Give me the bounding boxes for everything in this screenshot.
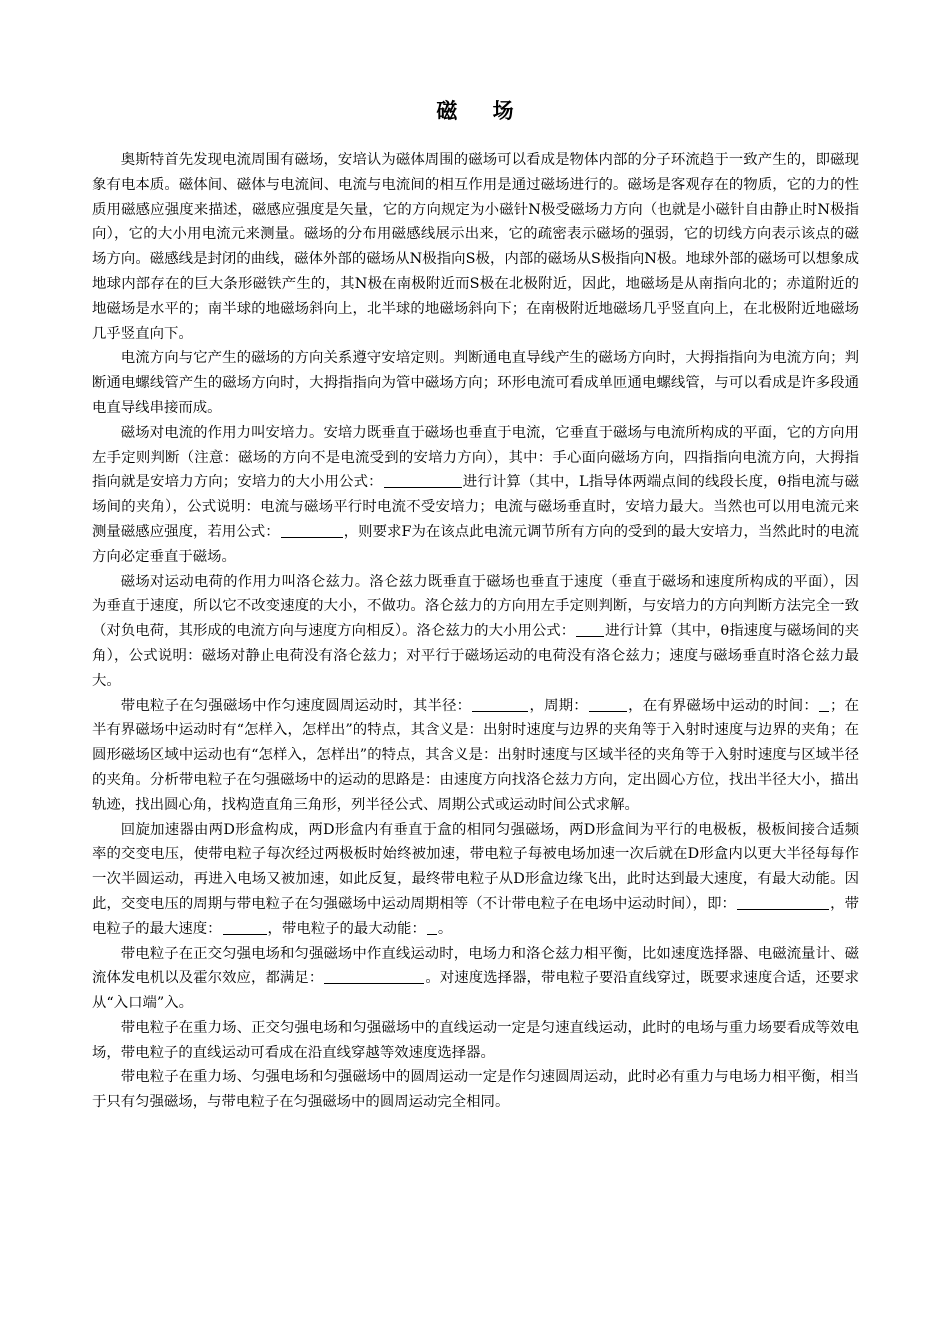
paragraph-text: 奥斯特首先发现电流周围有磁场，安培认为磁体周围的磁场可以看成是物体内部的分子环流趋于一致产生的，即磁现象有电本质。磁体间、磁体与电流间、电流与电流间的相互作用是通过磁场进行的。磁场是客观存在的物质，它的力的性质用磁感应强度来描述，磁感应强度是矢量，它的方向规定为小磁针N极受磁场力方向（也就是小磁针自由静止时N极指向），它的大小用电流元来测量。磁场的分布用磁感线展示出来，它的疏密表示磁场的强弱，它的切线方向表示该点的磁场方向。磁感线是封闭的曲线，磁体外部的磁场从N极指向S极，内部的磁场从S极指向N极。地球外部的磁场可以想象成地球内部存在的巨大条形磁铁产生的，其N极在南极附近而S极在北极附近，因此，地磁场是从南指向北的；赤道附近的地磁场是水平的；南半球的地磁场斜向上，北半球的地磁场斜向下；在南极附近地磁场几乎竖直向上，在北极附近地磁场几乎竖直向下。 (92, 152, 859, 342)
paragraph-text: 带电粒子在匀强磁场中作匀速度圆周运动时，其半径： (120, 697, 472, 714)
paragraph-text: 进行计算（其中，L指导体两端点间的线段长度，θ指电流与磁场间的夹角），公式说明：电流与磁场平行时电流不受安培力；电流与磁场垂直时，安培力最大。当然也可以用电流元来测量磁感应强度，若用公式： (92, 474, 859, 540)
paragraph-text: 。 (437, 920, 453, 937)
paragraph-text: ，周期： (529, 697, 588, 714)
fill-blank-time[interactable] (819, 695, 829, 712)
paragraph-text: 磁场对运动电荷的作用力叫洛仑兹力。洛仑兹力既垂直于磁场也垂直于速度（垂直于磁场和速度所构成的平面），因为垂直于速度，所以它不改变速度的大小，不做功。洛仑兹力的方向用左手定则判断，与安培力的方向判断方法完全一致（对负电荷，其形成的电流方向与速度方向相反）。洛仑兹力的大小用公式： (92, 573, 859, 640)
paragraph-velocity-selector (92, 942, 859, 1016)
paragraph-text: ，在有界磁场中运动的时间： (627, 697, 818, 714)
paragraph-gravity-circular-motion (92, 1065, 859, 1115)
fill-blank-period[interactable] (589, 695, 627, 712)
document-body (92, 148, 859, 1115)
paragraph-text: 带电粒子在正交匀强电场和匀强磁场中作直线运动时，电场力和洛仑兹力相平衡，比如速度选择器、电磁流量计、磁流体发电机以及霍尔效应，都满足： (92, 945, 859, 987)
paragraph-gravity-straight-motion (92, 1016, 859, 1066)
paragraph-text: ，带电粒子的最大动能： (267, 920, 426, 937)
paragraph-lorentz-force (92, 570, 859, 694)
fill-blank-radius[interactable] (472, 695, 528, 712)
page-title: 磁 场 (436, 98, 528, 123)
paragraph-text: 磁场对电流的作用力叫安培力。安培力既垂直于磁场也垂直于电流，它垂直于磁场与电流所构成的平面，它的方向用左手定则判断（注意：磁场的方向不是电流受到的安培力方向），其中：手心面向磁场方向，四指指向电流方向，大拇指指向就是安培力方向；安培力的大小用公式： (92, 424, 859, 491)
fill-blank-lorentz-formula[interactable] (576, 620, 604, 637)
paragraph-text: 。对速度选择器，带电粒子要沿直线穿过，既要求速度合适，还要求从“入口端”入。 (92, 970, 859, 1012)
paragraph-text: ，则要求F为在该点此电流元调节所有方向的受到的最大安培力，当然此时的电流方向必定垂直于磁场。 (92, 523, 859, 565)
fill-blank-balance-condition[interactable] (324, 967, 424, 984)
fill-blank-period-equality[interactable] (737, 893, 829, 910)
paragraph-text: 带电粒子在重力场、正交匀强电场和匀强磁场中的直线运动一定是匀速直线运动，此时的电场与重力场要看成等效电场，带电粒子的直线运动可看成在沿直线穿越等效速度选择器。 (92, 1019, 859, 1061)
paragraph-text: 电流方向与它产生的磁场的方向关系遵守安培定则。判断通电直导线产生的磁场方向时，大拇指指向为电流方向；判断通电螺线管产生的磁场方向时，大拇指指向为管中磁场方向；环形电流可看成单匝通电螺线管，与可以看成是许多段通电直导线串接而成。 (92, 350, 859, 416)
fill-blank-b-field-formula[interactable] (281, 521, 343, 538)
fill-blank-max-kinetic-energy[interactable] (427, 918, 437, 935)
fill-blank-ampere-formula[interactable] (384, 471, 462, 488)
paragraph-magnetic-field-intro (92, 148, 859, 346)
paragraph-ampere-force (92, 421, 859, 570)
paragraph-text: 进行计算（其中，θ指速度与磁场间的夹角），公式说明：磁场对静止电荷没有洛仑兹力；对平行于磁场运动的电荷没有洛仑兹力；速度与磁场垂直时洛仑兹力最大。 (92, 623, 859, 689)
paragraph-text: 回旋加速器由两D形盒构成，两D形盒内有垂直于盒的相同匀强磁场，两D形盒间为平行的电极板，极板间接合适频率的交变电压，使带电粒子每次经过两极板时始终被加速，带电粒子每被电场加速一次后就在D形盒内以更大半径每每作一次半圆运动，再进入电场又被加速，如此反复，最终带电粒子从D形盒边缘飞出，此时达到最大速度，有最大动能。因此，交变电压的周期与带电粒子在匀强磁场中运动周期相等（不计带电粒子在电场中运动时间），即： (92, 821, 859, 912)
paragraph-circular-motion (92, 694, 859, 818)
paragraph-text: ；在半有界磁场中运动时有“怎样入，怎样出”的特点，其含义是：出射时速度与边界的夹角等于入射时速度与边界的夹角；在圆形磁场区域中运动也有“怎样入，怎样出”的特点，其含义是：出射时速度与区域半径的夹角等于入射时速度与区域半径的夹角。分析带电粒子在匀强磁场中的运动的思路是：由速度方向找洛仑兹力方向，定出圆心方位，找出半径大小，描出轨迹，找出圆心角，找构造直角三角形，列半径公式、周期公式或运动时间公式求解。 (92, 697, 859, 813)
paragraph-ampere-rule (92, 346, 859, 420)
paragraph-cyclotron (92, 818, 859, 942)
paragraph-text: 带电粒子在重力场、匀强电场和匀强磁场中的圆周运动一定是作匀速圆周运动，此时必有重力与电场力相平衡，相当于只有匀强磁场，与带电粒子在匀强磁场中的圆周运动完全相同。 (92, 1069, 859, 1111)
fill-blank-max-speed[interactable] (223, 918, 267, 935)
paragraph-text: ，带电粒子的最大速度： (92, 895, 859, 937)
